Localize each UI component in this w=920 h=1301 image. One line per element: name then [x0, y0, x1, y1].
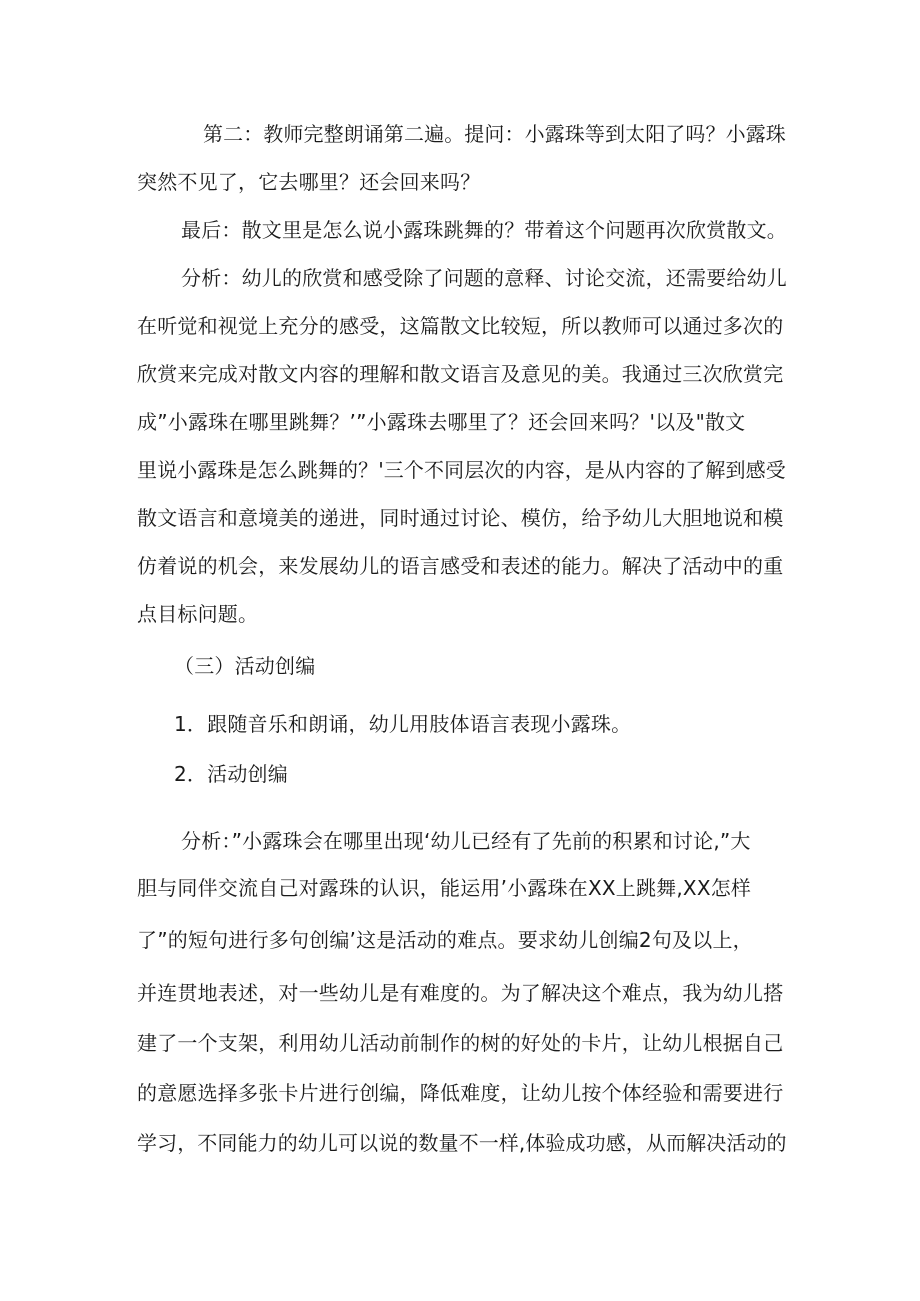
para-analysis-1-line-6: 散文语言和意境美的递进，同时通过讨论、模仿，给予幼儿大胆地说和模 [137, 506, 784, 530]
para-analysis-2-line-7: 学习，不同能力的幼儿可以说的数量不一样,体验成功感，从而解决活动的 [137, 1131, 787, 1155]
para-analysis-2-line-1: 分析：”小露珠会在哪里出现‘幼儿已经有了先前的积累和讨论,”大 [181, 829, 751, 853]
para-second-reading-line-1: 第二：教师完整朗诵第二遍。提问：小露珠等到太阳了吗？小露珠 [203, 122, 786, 146]
para-analysis-1-line-2: 在听觉和视觉上充分的感受，这篇散文比较短，所以教师可以通过多次的 [137, 314, 784, 338]
para-analysis-1-line-7: 仿着说的机会，来发展幼儿的语言感受和表述的能力。解决了活动中的重 [137, 554, 784, 578]
list-item-2: 2．活动创编 [174, 762, 288, 786]
para-analysis-2-line-2: 胆与同伴交流自己对露珠的认识，能运用’小露珠在XX上跳舞,XX怎样 [137, 876, 752, 900]
para-analysis-1-line-1: 分析：幼儿的欣赏和感受除了问题的意释、讨论交流，还需要给幼儿 [181, 266, 787, 290]
para-analysis-2-line-3: 了”的短句进行多句创编’这是活动的难点。要求幼儿创编2句及以上， [137, 928, 753, 952]
para-analysis-1-line-8: 点目标问题。 [137, 602, 259, 626]
para-analysis-1-line-3: 欣赏来完成对散文内容的理解和散文语言及意见的美。我通过三次欣赏完 [137, 362, 784, 386]
para-analysis-2-line-5: 建了一个支架，利用幼儿活动前制作的树的好处的卡片，让幼儿根据自己 [137, 1031, 784, 1055]
para-analysis-1-line-4: 成”小露珠在哪里跳舞？’”小露珠去哪里了？还会回来吗？'以及"散文 [137, 410, 746, 434]
para-finally: 最后：散文里是怎么说小露珠跳舞的？带着这个问题再次欣赏散文。 [181, 218, 787, 242]
para-analysis-1-line-5: 里说小露珠是怎么跳舞的？'三个不同层次的内容，是从内容的了解到感受 [137, 458, 786, 482]
list-item-1: 1．跟随音乐和朗诵，幼儿用肢体语言表现小露珠。 [174, 712, 632, 736]
section-heading-activity-creation: （三）活动创编 [174, 654, 316, 678]
para-analysis-2-line-4: 并连贯地表述，对一些幼儿是有难度的。为了解决这个难点，我为幼儿搭 [137, 981, 784, 1005]
para-second-reading-line-2: 突然不见了，它去哪里？还会回来吗？ [137, 170, 481, 194]
para-analysis-2-line-6: 的意愿选择多张卡片进行创编，降低难度，让幼儿按个体经验和需要进行 [137, 1081, 784, 1105]
